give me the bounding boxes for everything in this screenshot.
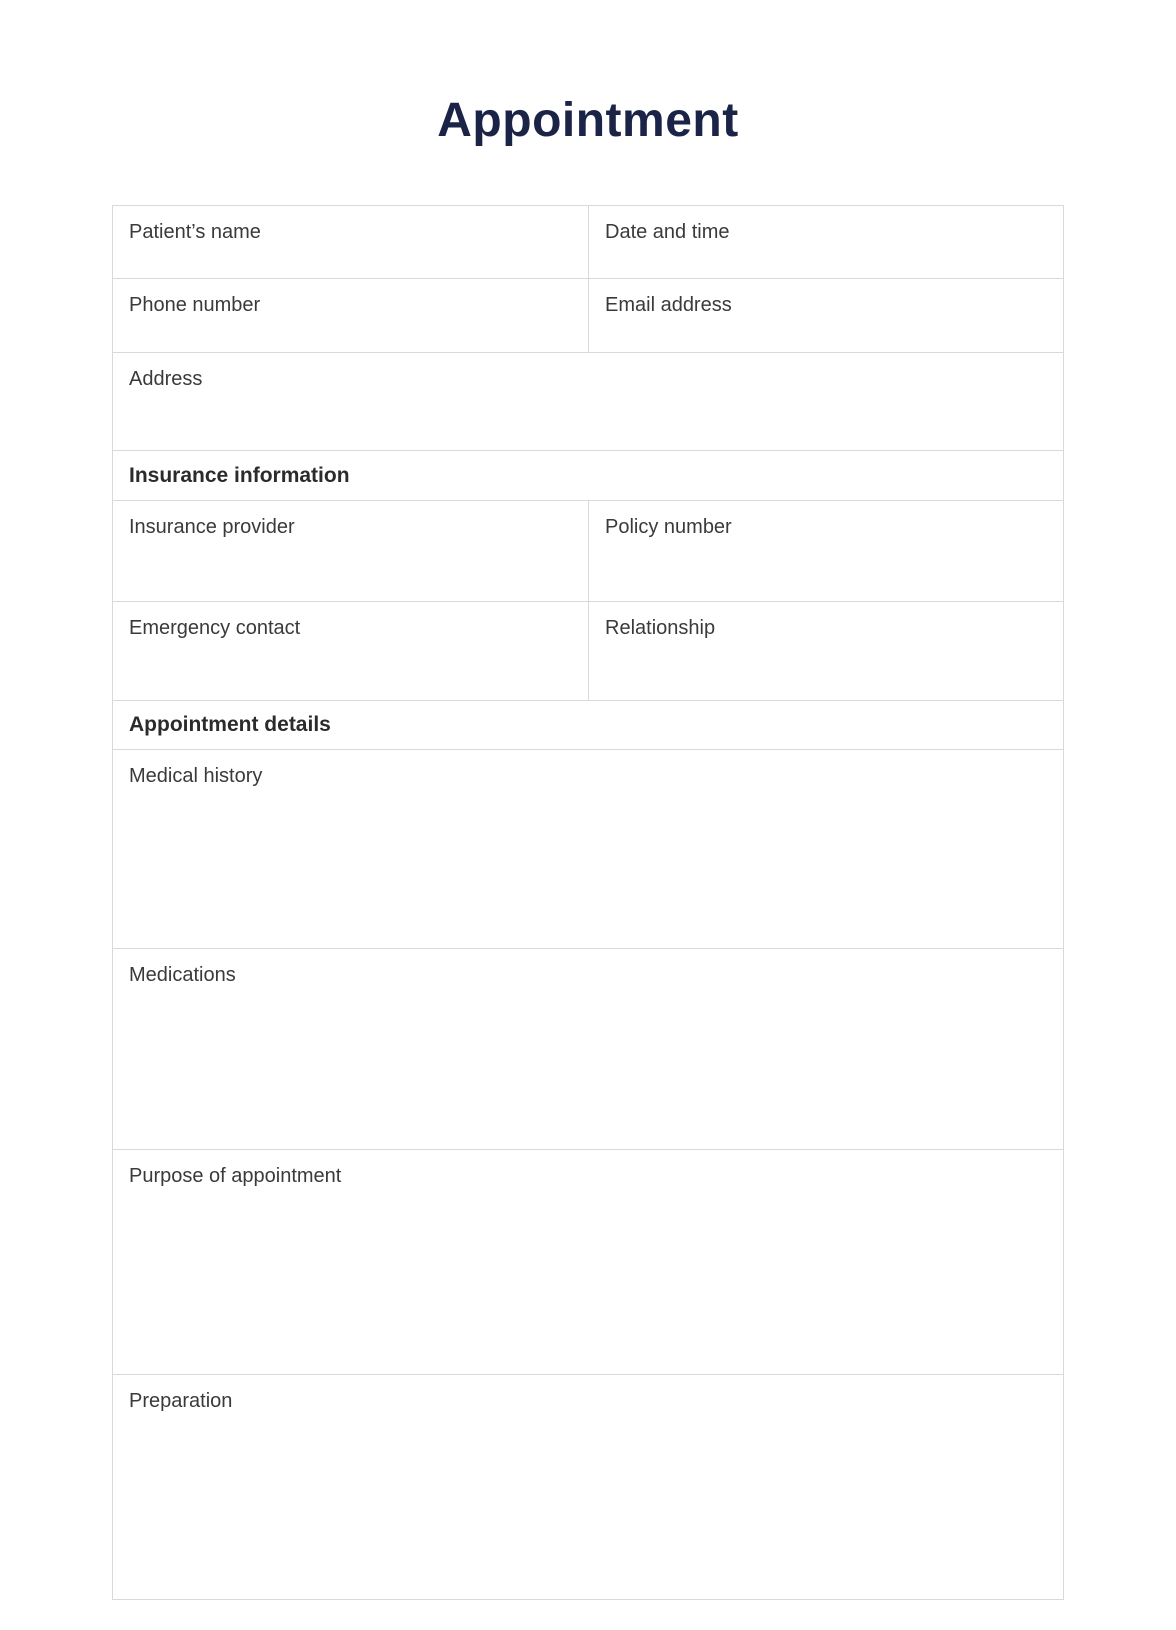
- field-insurance-provider[interactable]: [113, 501, 588, 601]
- field-medications[interactable]: [113, 949, 1063, 1149]
- row-address: [113, 352, 1063, 450]
- section-header-appointment-details: [113, 700, 1063, 749]
- field-label-preparation: Preparation: [129, 1390, 233, 1412]
- field-purpose-of-appointment[interactable]: [113, 1150, 1063, 1374]
- field-label-address: Address: [129, 368, 203, 390]
- field-label-insurance-provider: Insurance provider: [129, 516, 295, 538]
- field-medical-history[interactable]: [113, 750, 1063, 948]
- field-emergency-contact[interactable]: [113, 602, 588, 700]
- field-label-policy-number: Policy number: [605, 516, 732, 538]
- field-label-phone-number: Phone number: [129, 294, 261, 316]
- field-label-purpose-of-appointment: Purpose of appointment: [129, 1165, 342, 1187]
- field-label-email-address: Email address: [605, 294, 732, 316]
- appointment-form: [112, 205, 1064, 1600]
- row-medications: [113, 948, 1063, 1149]
- row-medical-history: [113, 749, 1063, 948]
- field-policy-number[interactable]: [588, 501, 1063, 601]
- section-header-insurance-label: Insurance information: [129, 463, 350, 487]
- field-email-address[interactable]: [588, 279, 1063, 352]
- row-phone-email: [113, 278, 1063, 352]
- field-label-date-and-time: Date and time: [605, 221, 730, 243]
- row-name-datetime: [113, 206, 1063, 278]
- row-emergency-relationship: [113, 601, 1063, 700]
- field-address[interactable]: [113, 353, 1063, 450]
- field-patients-name[interactable]: [113, 206, 588, 278]
- row-provider-policy: [113, 500, 1063, 601]
- section-header-appointment-details-label: Appointment details: [129, 713, 331, 736]
- section-header-insurance: [113, 450, 1063, 500]
- row-preparation: [113, 1374, 1063, 1599]
- field-label-patients-name: Patient’s name: [129, 221, 261, 243]
- row-purpose-of-appointment: [113, 1149, 1063, 1374]
- field-phone-number[interactable]: [113, 279, 588, 352]
- page-title: Appointment: [437, 94, 739, 147]
- field-label-relationship: Relationship: [605, 617, 716, 639]
- field-label-medications: Medications: [129, 964, 236, 986]
- field-date-and-time[interactable]: [588, 206, 1063, 278]
- field-label-medical-history: Medical history: [129, 765, 263, 787]
- field-relationship[interactable]: [588, 602, 1063, 700]
- field-preparation[interactable]: [113, 1375, 1063, 1599]
- field-label-emergency-contact: Emergency contact: [129, 617, 301, 639]
